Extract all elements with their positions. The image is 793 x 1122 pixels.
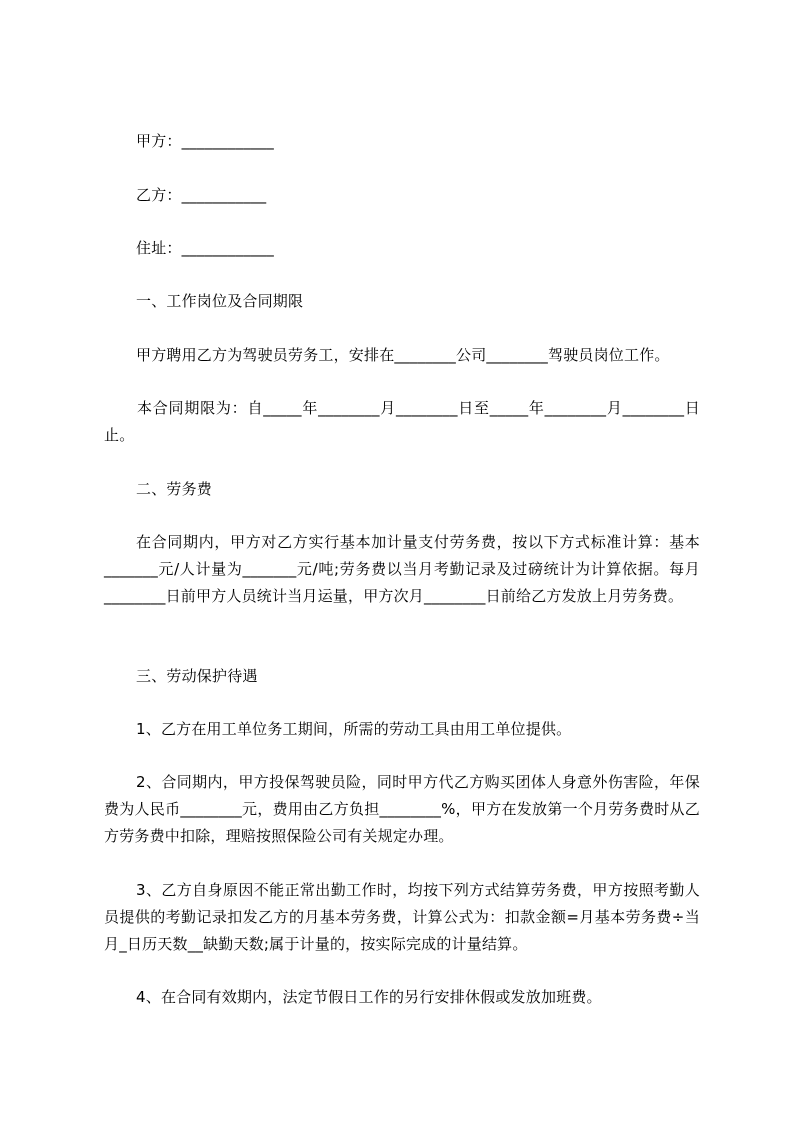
section3-item-4: 4、在合同有效期内，法定节假日工作的另行安排休假或发放加班费。 xyxy=(136,988,602,1006)
section2-paragraph-1: 在合同期内，甲方对乙方实行基本加计量支付劳务费，按以下方式标准计算：基本_______元/人计量为_______元/吨;劳务费以当月考勤记录及过磅统计为计算依据。每月________日前甲方人员统计当月运量，甲方次月________日前给乙方发放上月劳务费。 xyxy=(104,533,700,605)
section3-item-1: 1、乙方在用工单位务工期间，所需的劳动工具由用工单位提供。 xyxy=(136,720,572,738)
section1-paragraph-2: 本合同期限为：自_____年________月________日至_____年________月________日止。 xyxy=(104,399,700,444)
party-a-line: 甲方：____________ xyxy=(136,132,275,150)
section1-paragraph-1: 甲方聘用乙方为驾驶员劳务工，安排在________公司________驾驶员岗位工作。 xyxy=(136,346,670,364)
section2-heading: 二、劳务费 xyxy=(136,480,213,498)
section3-item-3: 3、乙方自身原因不能正常出勤工作时，均按下列方式结算劳务费，甲方按照考勤人员提供的考勤记录扣发乙方的月基本劳务费，计算公式为：扣款金额=月基本劳务费÷当月_日历天数__缺勤天数;属于计量的，按实际完成的计量结算。 xyxy=(104,881,700,953)
party-b-line: 乙方：___________ xyxy=(136,186,267,204)
address-line: 住址：____________ xyxy=(136,239,275,257)
section3-heading: 三、劳动保护待遇 xyxy=(136,667,258,685)
section3-item-2: 2、合同期内，甲方投保驾驶员险，同时甲方代乙方购买团体人身意外伤害险，年保费为人民币________元，费用由乙方负担________%，甲方在发放第一个月劳务费时从乙方劳务费中扣除，理赔按照保险公司有关规定办理。 xyxy=(104,773,700,845)
section1-heading: 一、工作岗位及合同期限 xyxy=(136,292,304,310)
